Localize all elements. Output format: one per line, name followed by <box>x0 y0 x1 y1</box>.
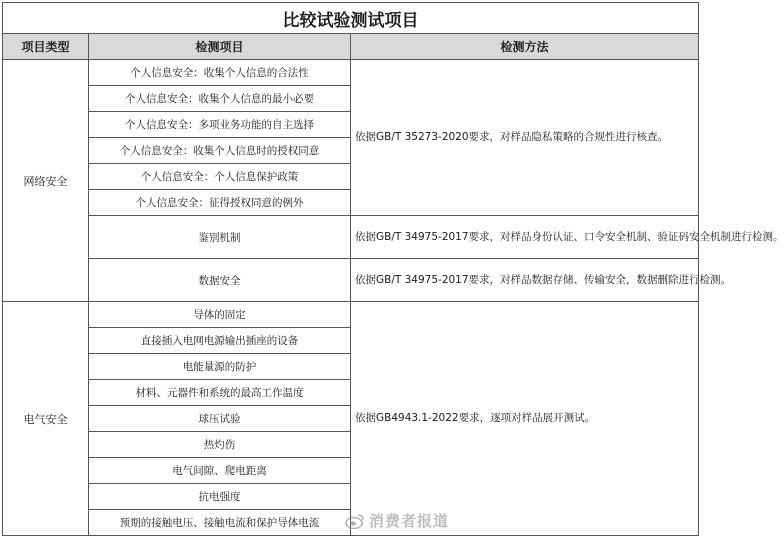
item-cell: 个人信息安全：收集个人信息的合法性 <box>89 60 351 86</box>
weibo-icon <box>345 513 365 529</box>
item-cell: 个人信息安全：个人信息保护政策 <box>89 164 351 190</box>
method-auth: 依据GB/T 34975-2017要求，对样品身份认证、口令安全机制、验证码安全机制进行检测。 <box>351 216 699 259</box>
item-cell: 材料、元器件和系统的最高工作温度 <box>89 380 351 406</box>
method-privacy-policy: 依据GB/T 35273-2020要求，对样品隐私策略的合规性进行核查。 <box>351 60 699 216</box>
test-items-table <box>2 2 784 536</box>
type-electrical-safety: 电气安全 <box>3 302 89 536</box>
header-type: 项目类型 <box>3 34 89 60</box>
watermark-text: 消费者报道 <box>369 512 450 530</box>
item-cell-data: 数据安全 <box>89 259 351 302</box>
method-data: 依据GB/T 34975-2017要求，对样品数据存储、传输安全，数据删除进行检测。 <box>351 259 699 302</box>
header-method: 检测方法 <box>351 34 699 60</box>
item-cell: 抗电强度 <box>89 484 351 510</box>
item-cell-auth: 鉴别机制 <box>89 216 351 259</box>
item-cell: 导体的固定 <box>89 302 351 328</box>
item-cell: 个人信息安全：征得授权同意的例外 <box>89 190 351 216</box>
header-item: 检测项目 <box>89 34 351 60</box>
item-cell: 个人信息安全：多项业务功能的自主选择 <box>89 112 351 138</box>
item-cell: 球压试验 <box>89 406 351 432</box>
item-cell: 预期的接触电压、接触电流和保护导体电流 <box>89 510 351 536</box>
method-electrical: 依据GB4943.1-2022要求，逐项对样品展开测试。 <box>351 302 699 536</box>
item-cell: 热灼伤 <box>89 432 351 458</box>
watermark <box>345 510 449 531</box>
table-title: 比较试验测试项目 <box>3 3 699 34</box>
item-cell: 直接插入电网电源输出插座的设备 <box>89 328 351 354</box>
type-network-security: 网络安全 <box>3 60 89 302</box>
item-cell: 个人信息安全：收集个人信息时的授权同意 <box>89 138 351 164</box>
item-cell: 个人信息安全：收集个人信息的最小必要 <box>89 86 351 112</box>
item-cell: 电气间隙、爬电距离 <box>89 458 351 484</box>
item-cell: 电能量源的防护 <box>89 354 351 380</box>
